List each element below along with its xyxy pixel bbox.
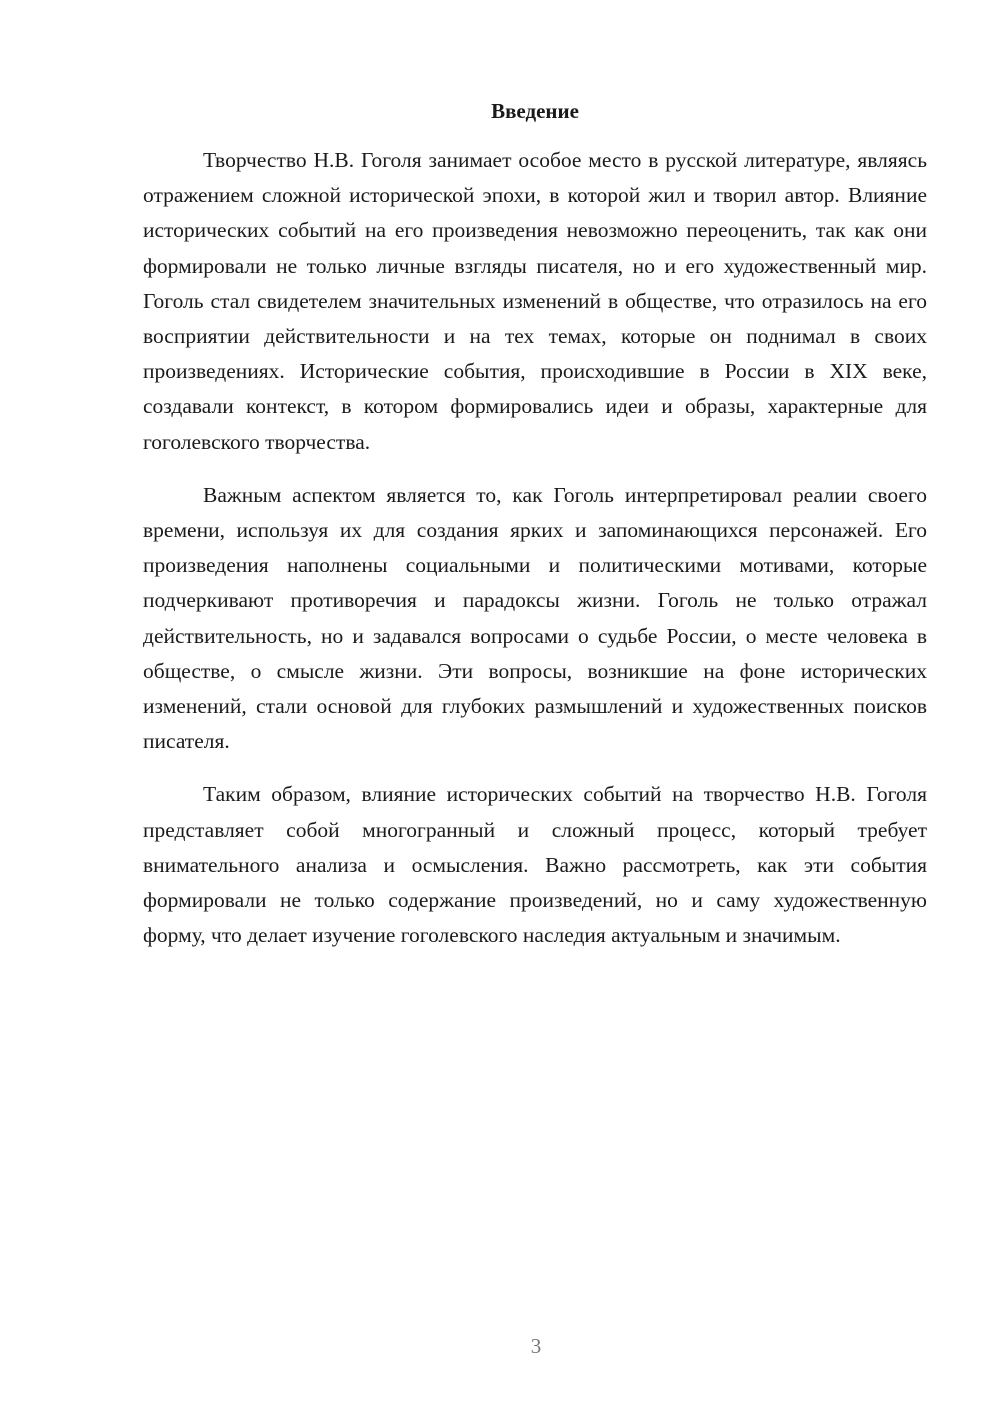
paragraph-1: Творчество Н.В. Гоголя занимает особое место в русской литературе, являясь отражением сложной исторической эпохи, в которой жил и творил автор. Влияние исторических событий на его произведения невозможно переоценить, так как они формировали не только личные взгляды писателя, но и его художественный мир. Гоголь стал свидетелем значительных изменений в обществе, что отразилось на его восприятии действительности и на тех темах, которые он поднимал в своих произведениях. Исторические события, происходившие в России в XIX веке, создавали контекст, в котором формировались идеи и образы, характерные для гоголевского творчества. — [143, 148, 927, 454]
paragraph-2: Важным аспектом является то, как Гоголь интерпретировал реалии своего времени, используя их для создания ярких и запоминающихся персонажей. Его произведения наполнены социальными и политическими мотивами, которые подчеркивают противоречия и парадоксы жизни. Гоголь не только отражал действительность, но и задавался вопросами о судьбе России, о месте человека в обществе, о смысле жизни. Эти вопросы, возникшие на фоне исторических изменений, стали основой для глубоких размышлений и художественных поисков писателя. — [143, 482, 927, 754]
paragraph-3: Таким образом, влияние исторических событий на творчество Н.В. Гоголя представляет собой многогранный и сложный процесс, который требует внимательного анализа и осмысления. Важно рассмотреть, как эти события формировали не только содержание произведений, но и саму художественную форму, что делает изучение гоголевского наследия актуальным и значимым. — [143, 782, 927, 948]
page-number: 3 — [530, 1334, 542, 1358]
section-heading: Введение — [491, 99, 579, 123]
body-text — [143, 143, 927, 971]
